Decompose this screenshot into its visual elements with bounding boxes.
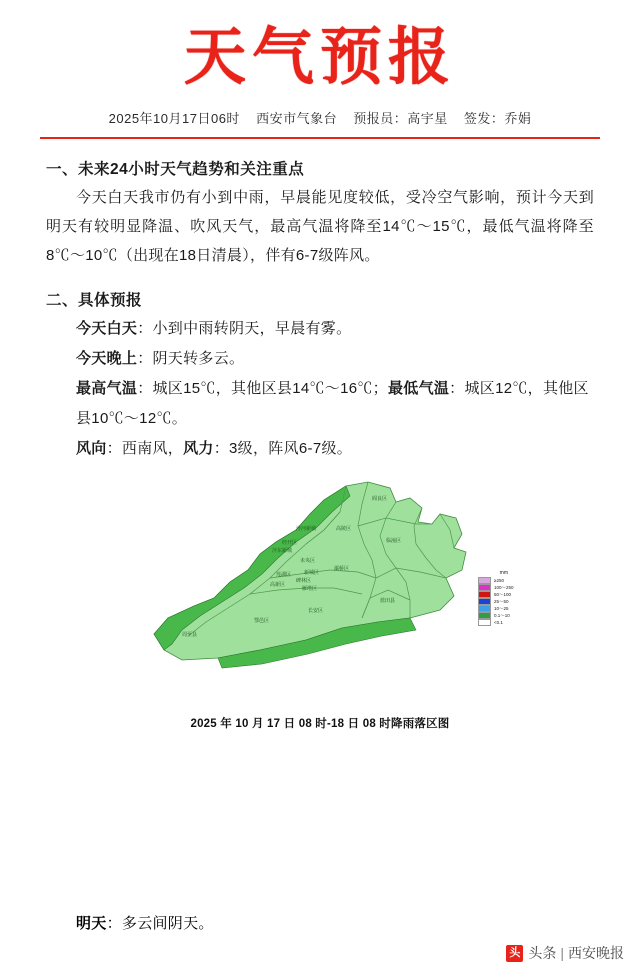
page-title: 天气预报 [183,20,456,93]
legend-label: 50～100 [494,591,512,597]
legend-swatch [478,584,491,591]
legend-label: 10～25 [494,605,509,611]
legend-swatch [478,612,491,619]
map-label-baqiao: 灞桥区 [334,566,350,573]
legend-label: 100～250 [494,584,514,590]
rainfall-map-graphic [110,478,530,693]
legend-title: mm [499,570,508,577]
legend-label: 0.1～10 [494,612,510,618]
toutiao-logo-icon: 头 [506,945,523,962]
rainfall-map [0,478,640,713]
map-label-yanliang: 阎良区 [372,496,388,503]
header-divider [40,137,600,139]
map-label-jingkai: 经开区 [282,540,298,547]
map-label-changan: 长安区 [308,608,324,615]
forecast-item-max-temp-text: ：城区15℃，其他区县14℃～16℃； [137,380,388,398]
legend-label: ≥250 [494,578,504,584]
watermark-separator: | [560,945,564,961]
map-label-fengdong: 沣东新城 [272,548,293,555]
watermark-brand: 头条 [528,945,557,961]
legend-swatch [478,605,491,612]
forecast-item-wind-dir-label: 风向 [76,440,107,458]
forecast-item-daytime-text: ：小到中雨转阴天，早晨有雾。 [137,320,352,338]
forecast-item-temperature [46,374,594,434]
legend-row [478,577,522,584]
map-label-beilin: 碑林区 [296,578,312,585]
forecast-item-wind [46,434,594,464]
forecast-item-tomorrow-text: ：多云间阴天。 [106,915,214,932]
section-heading-1: 一、未来24小时天气趋势和关注重点 [46,160,305,178]
legend-row [478,598,522,605]
map-label-lianhu: 莲湖区 [276,572,292,579]
forecast-item-wind-force-label: 风力 [183,440,214,458]
meta-office: 西安市气象台 [256,110,338,126]
forecast-item-min-temp-label: 最低气温 [387,380,450,398]
section-heading-2: 二、具体预报 [46,292,143,310]
map-label-gaoling: 高陵区 [336,526,352,533]
map-label-jinghe: 泾河新城 [296,526,317,533]
legend-row [478,619,522,626]
forecast-item-night-label: 今天晚上 [76,350,138,368]
legend-row [478,605,522,612]
forecast-item-tomorrow-label: 明天 [76,915,107,932]
forecast-item-night [46,344,594,374]
legend-row [478,584,522,591]
map-label-lantian: 蓝田县 [380,598,396,605]
legend-swatch [478,577,491,584]
map-label-weiyang: 未央区 [300,558,316,565]
document-meta [0,108,640,127]
tomorrow-forecast [0,909,640,939]
map-label-xincheng: 新城区 [304,570,320,577]
map-label-lintong: 临潼区 [386,538,402,545]
document-content [0,157,640,465]
watermark [506,943,624,963]
watermark-source: 西安晚报 [568,945,624,961]
forecast-item-wind-force-text: ：3级，阵风6-7级。 [213,440,353,458]
legend-row [478,591,522,598]
forecast-item-wind-dir-text: ：西南风， [106,440,184,458]
legend-label: 25～50 [494,598,509,604]
forecast-item-tomorrow [46,909,594,939]
legend-swatch [478,598,491,605]
map-label-yanta: 雁塔区 [302,586,318,593]
forecast-item-night-text: ：阴天转多云。 [137,350,245,368]
map-legend [478,570,522,626]
legend-row [478,612,522,619]
forecast-item-min-temp-text: ：城区12℃，其他区县10℃～12℃。 [76,380,589,428]
forecast-item-max-temp-label: 最高气温 [76,380,138,398]
legend-swatch [478,619,491,626]
legend-swatch [478,591,491,598]
legend-label: <0.1 [494,620,503,626]
map-label-gaoxin: 高新区 [270,582,286,589]
forecast-item-daytime [46,314,594,344]
map-label-zhouzhi: 周至县 [182,632,198,639]
map-caption: 2025 年 10 月 17 日 08 时-18 日 08 时降雨落区图 [190,718,450,731]
forecast-item-daytime-label: 今天白天 [76,320,138,338]
meta-issuer: 签发：乔娟 [463,110,532,126]
meta-forecaster: 预报员：高宇星 [353,110,448,126]
map-label-huyi: 鄠邑区 [254,618,270,625]
section-paragraph-1: 今天白天我市仍有小到中雨，早晨能见度较低，受冷空气影响，预计今天到明天有较明显降温、吹风天气，最高气温将降至14℃～15℃，最低气温将降至8℃～10℃（出现在18日清晨），伴有6-7级阵风。 [46,188,594,264]
meta-datetime: 2025年10月17日06时 [108,110,240,126]
